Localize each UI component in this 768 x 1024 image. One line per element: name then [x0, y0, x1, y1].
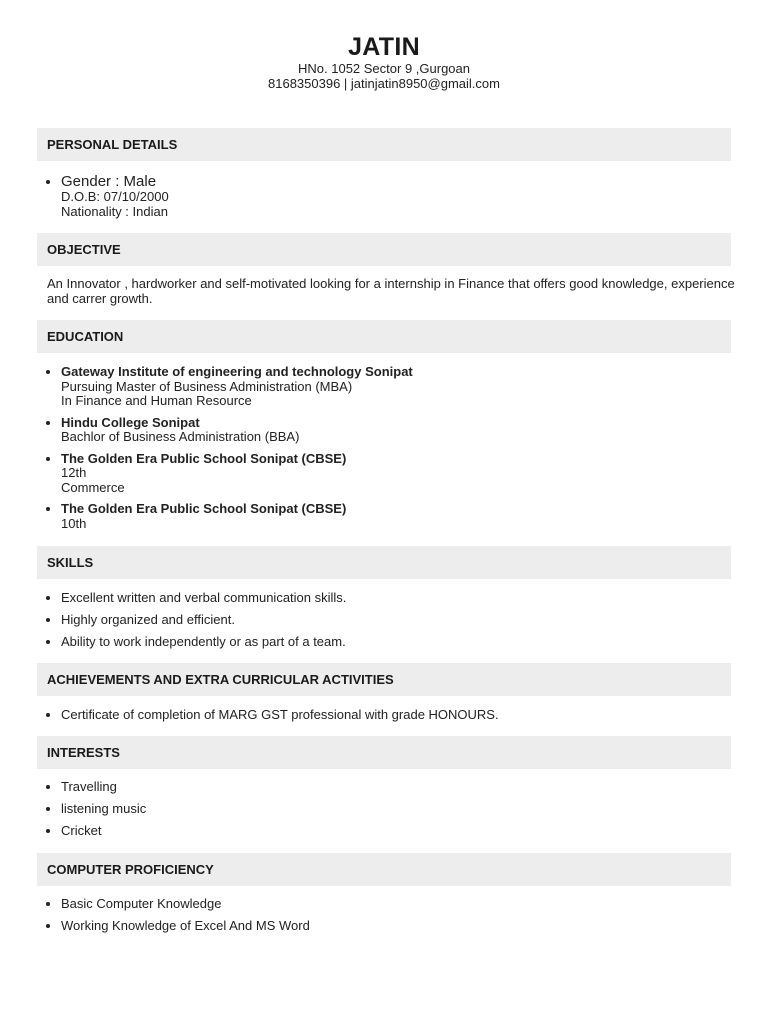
- institution: • The Golden Era Public School Sonipat (CBSE): [61, 450, 347, 466]
- section-header-interests: INTERESTS: [37, 736, 731, 769]
- degree: Pursuing Master of Business Administration (MBA): [61, 378, 353, 394]
- interest-item: • Travelling: [61, 780, 731, 795]
- address: HNo. 1052 Sector 9 ,Gurgoan: [298, 61, 470, 76]
- interests-content: [37, 780, 731, 839]
- stream: Commerce: [61, 479, 125, 495]
- gender: • Gender : Male: [61, 173, 157, 190]
- resume-header: [0, 0, 768, 91]
- education-item: [61, 502, 731, 531]
- phone-email: 8168350396 | jatinjatin8950@gmail.com: [268, 76, 500, 91]
- institution: • The Golden Era Public School Sonipat (CBSE): [61, 501, 347, 516]
- education-item: [61, 416, 731, 445]
- section-header-computer-proficiency: COMPUTER PROFICIENCY: [37, 853, 731, 886]
- degree: Bachlor of Business Administration (BBA): [61, 429, 300, 444]
- section-header-objective: OBJECTIVE: [37, 233, 731, 266]
- section-header-education: EDUCATION: [37, 320, 731, 353]
- institution: • Gateway Institute of engineering and technology Sonipat: [61, 364, 413, 379]
- education-item: [61, 452, 731, 496]
- computer-skill-item: • Basic Computer Knowledge: [61, 897, 731, 912]
- degree: 12th: [61, 465, 87, 480]
- dob: D.O.B: 07/10/2000: [61, 189, 169, 204]
- education-item: [61, 365, 731, 409]
- specialization: In Finance and Human Resource: [61, 393, 252, 408]
- skill-item: • Ability to work independently or as part of a team.: [61, 635, 731, 650]
- achievement-item: • Certificate of completion of MARG GST professional with grade HONOURS.: [61, 708, 731, 723]
- achievements-content: [37, 708, 731, 723]
- education-content: [37, 365, 731, 531]
- skill-item: • Highly organized and efficient.: [61, 613, 731, 628]
- computer-proficiency-content: [37, 897, 731, 934]
- degree: 10th: [61, 515, 87, 531]
- section-header-personal-details: PERSONAL DETAILS: [37, 128, 731, 161]
- candidate-name: JATIN: [348, 33, 420, 61]
- nationality: Nationality : Indian: [61, 203, 168, 219]
- interest-item: • listening music: [61, 802, 731, 817]
- section-header-achievements: ACHIEVEMENTS AND EXTRA CURRICULAR ACTIVITIES: [37, 663, 731, 696]
- section-header-skills: SKILLS: [37, 546, 731, 579]
- computer-skill-item: • Working Knowledge of Excel And MS Word: [61, 919, 731, 934]
- skill-item: • Excellent written and verbal communication skills.: [61, 591, 731, 606]
- skills-content: [37, 591, 731, 650]
- list-item: [61, 174, 731, 219]
- interest-item: • Cricket: [61, 824, 731, 839]
- personal-details-content: [37, 174, 731, 219]
- institution: • Hindu College Sonipat: [61, 414, 200, 430]
- objective-text: An Innovator , hardworker and self-motivated looking for a internship in Finance that offers good knowledge, experience and carrer growth.: [47, 276, 735, 306]
